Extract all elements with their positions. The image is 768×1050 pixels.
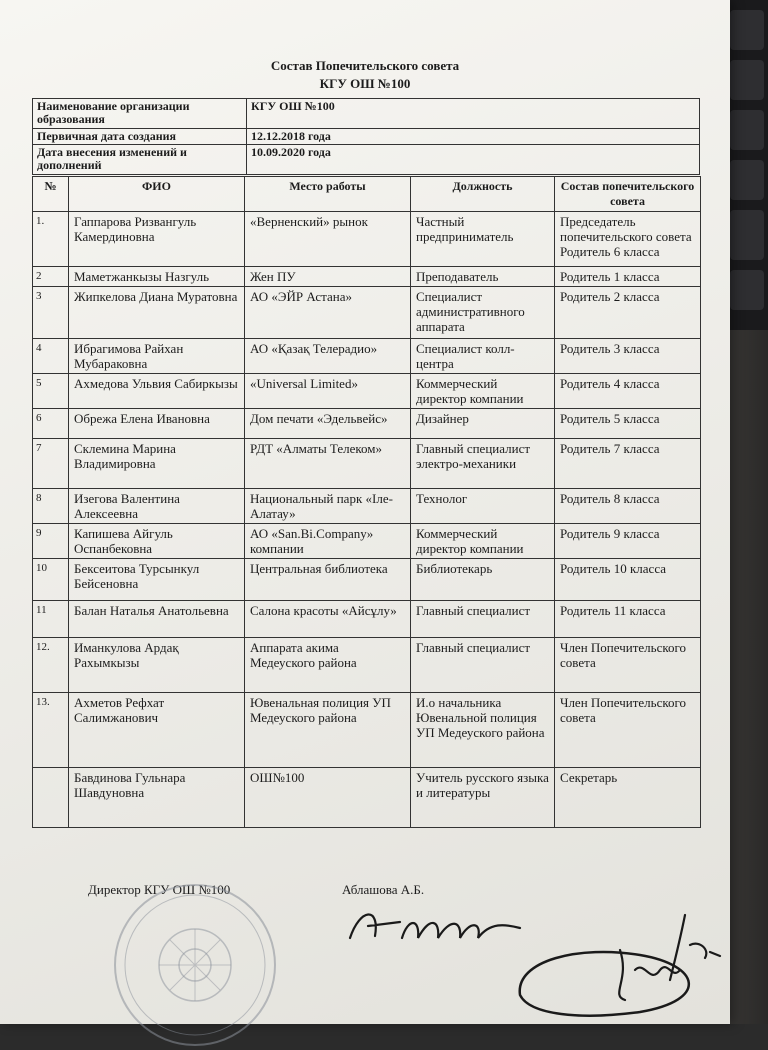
table-row bbox=[33, 439, 701, 489]
row-number: 7 bbox=[33, 439, 69, 489]
row-number: 6 bbox=[33, 409, 69, 439]
member-position: Учитель русского языка и литературы bbox=[411, 768, 555, 828]
member-name: Иманкулова Ардақ Рахымкызы bbox=[69, 638, 245, 693]
member-workplace: ОШ№100 bbox=[245, 768, 411, 828]
table-row bbox=[33, 638, 701, 693]
member-position: Коммерческий директор компании bbox=[411, 374, 555, 409]
table-row bbox=[33, 409, 701, 439]
info-label: Дата внесения изменений и дополнений bbox=[33, 145, 247, 175]
row-number bbox=[33, 768, 69, 828]
table-row bbox=[33, 374, 701, 409]
member-name: Ахметов Рефхат Салимжанович bbox=[69, 693, 245, 768]
member-position: Главный специалист bbox=[411, 601, 555, 638]
member-role: Член Попечительского совета bbox=[555, 638, 701, 693]
member-workplace: «Верненский» рынок bbox=[245, 212, 411, 267]
member-name: Обрежа Елена Ивановна bbox=[69, 409, 245, 439]
organization-info-table bbox=[32, 98, 700, 175]
member-workplace: Салона красоты «Айсұлу» bbox=[245, 601, 411, 638]
member-workplace: «Universal Limited» bbox=[245, 374, 411, 409]
column-header-name: ФИО bbox=[69, 177, 245, 212]
info-label: Первичная дата создания bbox=[33, 129, 247, 145]
column-header-position: Должность bbox=[411, 177, 555, 212]
row-number: 9 bbox=[33, 524, 69, 559]
member-role: Родитель 4 класса bbox=[555, 374, 701, 409]
info-value: КГУ ОШ №100 bbox=[247, 99, 700, 129]
member-position: Библиотекарь bbox=[411, 559, 555, 601]
member-position: И.о начальника Ювенальной полиция УП Медеуского района bbox=[411, 693, 555, 768]
member-role: Родитель 9 класса bbox=[555, 524, 701, 559]
member-workplace: АО «ЭЙР Астана» bbox=[245, 287, 411, 339]
table-row bbox=[33, 601, 701, 638]
member-name: Ибрагимова Райхан Мубараковна bbox=[69, 339, 245, 374]
second-signature bbox=[510, 900, 730, 1020]
official-seal bbox=[110, 880, 280, 1050]
member-name: Склемина Марина Владимировна bbox=[69, 439, 245, 489]
member-role: Родитель 1 класса bbox=[555, 267, 701, 287]
member-workplace: АО «San.Bi.Company» компании bbox=[245, 524, 411, 559]
member-workplace: АО «Қазақ Телерадио» bbox=[245, 339, 411, 374]
member-name: Капишева Айгуль Оспанбековна bbox=[69, 524, 245, 559]
column-header-number: № bbox=[33, 177, 69, 212]
member-role: Член Попечительского совета bbox=[555, 693, 701, 768]
member-workplace: РДТ «Алматы Телеком» bbox=[245, 439, 411, 489]
director-name: Аблашова А.Б. bbox=[342, 882, 425, 897]
member-position: Коммерческий директор компании bbox=[411, 524, 555, 559]
member-workplace: Аппарата акима Медеуского района bbox=[245, 638, 411, 693]
member-name: Ахмедова Ульвия Сабиркызы bbox=[69, 374, 245, 409]
member-name: Маметжанкызы Назгуль bbox=[69, 267, 245, 287]
info-row bbox=[33, 99, 700, 129]
info-row bbox=[33, 145, 700, 175]
member-role: Родитель 11 класса bbox=[555, 601, 701, 638]
member-position: Преподаватель bbox=[411, 267, 555, 287]
member-workplace: Ювенальная полиция УП Медеуского района bbox=[245, 693, 411, 768]
director-signature bbox=[340, 898, 530, 958]
member-name: Гаппарова Ризвангуль Камердиновна bbox=[69, 212, 245, 267]
member-position: Технолог bbox=[411, 489, 555, 524]
row-number: 13. bbox=[33, 693, 69, 768]
table-row bbox=[33, 267, 701, 287]
member-role: Родитель 3 класса bbox=[555, 339, 701, 374]
director-label: Директор КГУ ОШ №100 bbox=[88, 882, 231, 897]
table-row bbox=[33, 768, 701, 828]
row-number: 8 bbox=[33, 489, 69, 524]
member-position: Дизайнер bbox=[411, 409, 555, 439]
member-position: Главный специалист bbox=[411, 638, 555, 693]
member-position: Частный предприниматель bbox=[411, 212, 555, 267]
row-number: 12. bbox=[33, 638, 69, 693]
table-row bbox=[33, 559, 701, 601]
member-position: Специалист колл-центра bbox=[411, 339, 555, 374]
row-number: 1. bbox=[33, 212, 69, 267]
row-number: 11 bbox=[33, 601, 69, 638]
member-workplace: Национальный парк «Іле-Алатау» bbox=[245, 489, 411, 524]
column-header-role: Состав попечительского совета bbox=[555, 177, 701, 212]
member-position: Специалист административного аппарата bbox=[411, 287, 555, 339]
row-number: 4 bbox=[33, 339, 69, 374]
info-label: Наименование организации образования bbox=[33, 99, 247, 129]
board-members-table bbox=[32, 176, 701, 828]
member-role: Родитель 7 класса bbox=[555, 439, 701, 489]
table-header-row bbox=[33, 177, 701, 212]
info-value: 10.09.2020 года bbox=[247, 145, 700, 175]
member-workplace: Центральная библиотека bbox=[245, 559, 411, 601]
member-role: Родитель 8 класса bbox=[555, 489, 701, 524]
member-name: Изегова Валентина Алексеевна bbox=[69, 489, 245, 524]
table-row bbox=[33, 287, 701, 339]
member-workplace: Дом печати «Эдельвейс» bbox=[245, 409, 411, 439]
member-name: Балан Наталья Анатольевна bbox=[69, 601, 245, 638]
member-role: Родитель 2 класса bbox=[555, 287, 701, 339]
member-name: Жипкелова Диана Муратовна bbox=[69, 287, 245, 339]
row-number: 10 bbox=[33, 559, 69, 601]
info-value: 12.12.2018 года bbox=[247, 129, 700, 145]
document-title: Состав Попечительского совета bbox=[270, 58, 460, 73]
table-row bbox=[33, 339, 701, 374]
member-position: Главный специалист электро-механики bbox=[411, 439, 555, 489]
row-number: 5 bbox=[33, 374, 69, 409]
document-subtitle: КГУ ОШ №100 bbox=[319, 76, 411, 91]
member-name: Бавдинова Гульнара Шавдуновна bbox=[69, 768, 245, 828]
row-number: 2 bbox=[33, 267, 69, 287]
table-row bbox=[33, 212, 701, 267]
table-row bbox=[33, 489, 701, 524]
member-role: Председатель попечительского совета Родитель 6 класса bbox=[555, 212, 701, 267]
member-role: Секретарь bbox=[555, 768, 701, 828]
table-row bbox=[33, 693, 701, 768]
column-header-workplace: Место работы bbox=[245, 177, 411, 212]
member-role: Родитель 5 класса bbox=[555, 409, 701, 439]
row-number: 3 bbox=[33, 287, 69, 339]
table-row bbox=[33, 524, 701, 559]
member-workplace: Жен ПУ bbox=[245, 267, 411, 287]
info-row bbox=[33, 129, 700, 145]
member-role: Родитель 10 класса bbox=[555, 559, 701, 601]
member-name: Бексеитова Турсынкул Бейсеновна bbox=[69, 559, 245, 601]
